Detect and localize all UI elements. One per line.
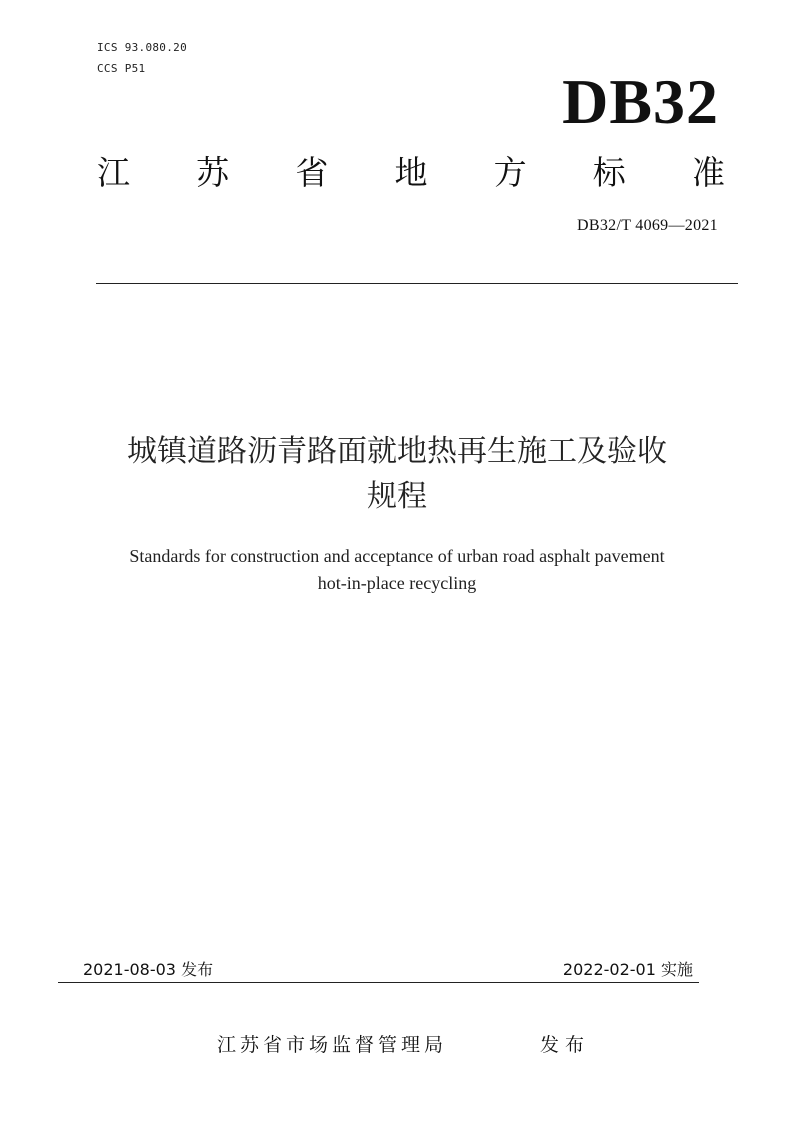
standard-type-char: 标 — [592, 153, 626, 192]
implement-date: 2022-02-01 实施 — [562, 960, 693, 979]
english-title-line-2: hot-in-place recycling — [317, 573, 477, 593]
ics-code: ICS 93.080.20 — [97, 41, 187, 54]
header-divider — [96, 283, 738, 284]
issue-label: 发布 — [540, 1034, 591, 1056]
standard-type-heading — [97, 153, 725, 193]
footer-divider — [58, 982, 699, 983]
ccs-code: CCS P51 — [97, 62, 146, 75]
chinese-title-line-2: 规程 — [367, 479, 427, 514]
standard-type-char: 准 — [691, 153, 725, 192]
standard-type-char: 地 — [394, 153, 428, 192]
chinese-title-line-1: 城镇道路沥青路面就地热再生施工及验收 — [127, 434, 667, 469]
db32-logo: DB32 — [562, 66, 719, 137]
issuing-authority: 江苏省市场监督管理局 — [217, 1034, 448, 1056]
standard-type-char: 方 — [493, 153, 527, 192]
standard-type-char: 苏 — [196, 153, 230, 192]
publish-date: 2021-08-03 发布 — [83, 960, 214, 979]
standard-number: DB32/T 4069—2021 — [577, 217, 718, 234]
standard-type-char: 江 — [97, 153, 130, 192]
english-title-line-1: Standards for construction and acceptance of urban road asphalt pavement — [129, 546, 665, 566]
standard-type-char: 省 — [295, 153, 329, 192]
